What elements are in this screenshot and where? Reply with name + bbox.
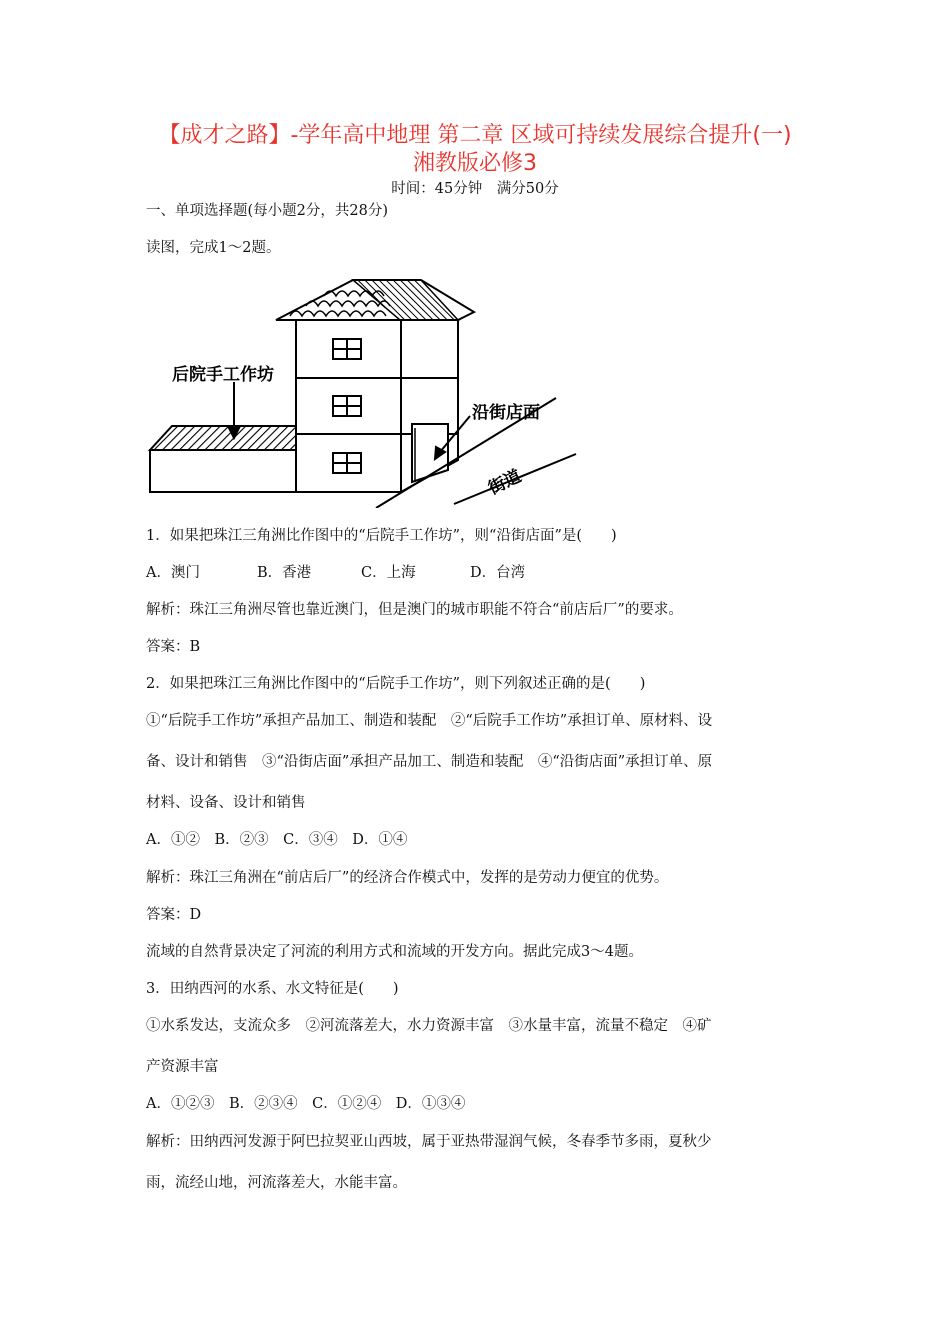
shop-workshop-figure bbox=[140, 268, 590, 508]
question-3-options: A．①②③ B．②③④ C．①②④ D．①③④ bbox=[146, 1096, 466, 1112]
question-3-statements-line1: ①水系发达，支流众多 ②河流落差大，水力资源丰富 ③水量丰富，流量不稳定 ④矿 bbox=[146, 1018, 712, 1034]
label-street-shop: 沿街店面 bbox=[472, 403, 540, 423]
main-building-roof bbox=[276, 280, 474, 320]
question-1-option-b: B．香港 bbox=[257, 565, 312, 581]
question-1-option-a: A．澳门 bbox=[146, 565, 200, 581]
question-3-analysis-line1: 解析：田纳西河发源于阿巴拉契亚山西坡，属于亚热带湿润气候，冬春季节多雨，夏秋少 bbox=[146, 1134, 712, 1150]
question-2-statements-line3: 材料、设备、设计和销售 bbox=[146, 795, 306, 811]
question-3-analysis-line2: 雨，流经山地，河流落差大，水能丰富。 bbox=[146, 1175, 407, 1191]
question-1-options bbox=[146, 563, 816, 583]
question-2-statements-line2: 备、设计和销售 ③“沿街店面”承担产品加工、制造和装配 ④“沿街店面”承担订单、原 bbox=[146, 754, 713, 770]
document-title-line1: 【成才之路】-学年高中地理 第二章 区域可持续发展综合提升(一) bbox=[158, 123, 792, 148]
label-back-workshop: 后院手工作坊 bbox=[172, 365, 274, 385]
back-workshop-building bbox=[150, 426, 296, 492]
question-1-option-c: C．上海 bbox=[361, 565, 416, 581]
question-2-analysis: 解析：珠江三角洲在“前店后厂”的经济合作模式中，发挥的是劳动力便宜的优势。 bbox=[146, 870, 669, 886]
intro-questions-3-4: 流域的自然背景决定了河流的利用方式和流域的开发方向。据此完成3～4题。 bbox=[146, 944, 643, 960]
question-1-answer: 答案：B bbox=[146, 639, 201, 655]
question-2-statements-line1: ①“后院手工作坊”承担产品加工、制造和装配 ②“后院手工作坊”承担订单、原材料、设 bbox=[146, 713, 713, 729]
question-1-analysis: 解析：珠江三角洲尽管也靠近澳门，但是澳门的城市职能不符合“前店后厂”的要求。 bbox=[146, 602, 683, 618]
section-heading: 一、单项选择题(每小题2分，共28分) bbox=[146, 203, 388, 219]
question-1-option-d: D．台湾 bbox=[470, 565, 526, 581]
document-title-line2: 湘教版必修3 bbox=[413, 151, 537, 176]
question-2-answer: 答案：D bbox=[146, 907, 202, 923]
question-2-stem: 2．如果把珠江三角洲比作图中的“后院手工作坊”，则下列叙述正确的是( ) bbox=[146, 676, 646, 692]
question-1-stem: 1．如果把珠江三角洲比作图中的“后院手工作坊”，则“沿街店面”是( ) bbox=[146, 528, 617, 544]
exam-time-score: 时间：45分钟 满分50分 bbox=[391, 181, 559, 197]
intro-questions-1-2: 读图，完成1～2题。 bbox=[146, 240, 281, 256]
question-3-statements-line2: 产资源丰富 bbox=[146, 1059, 219, 1075]
question-3-stem: 3．田纳西河的水系、水文特征是( ) bbox=[146, 981, 399, 997]
question-2-options: A．①② B．②③ C．③④ D．①④ bbox=[146, 832, 408, 848]
label-street: 街道 bbox=[485, 466, 525, 500]
